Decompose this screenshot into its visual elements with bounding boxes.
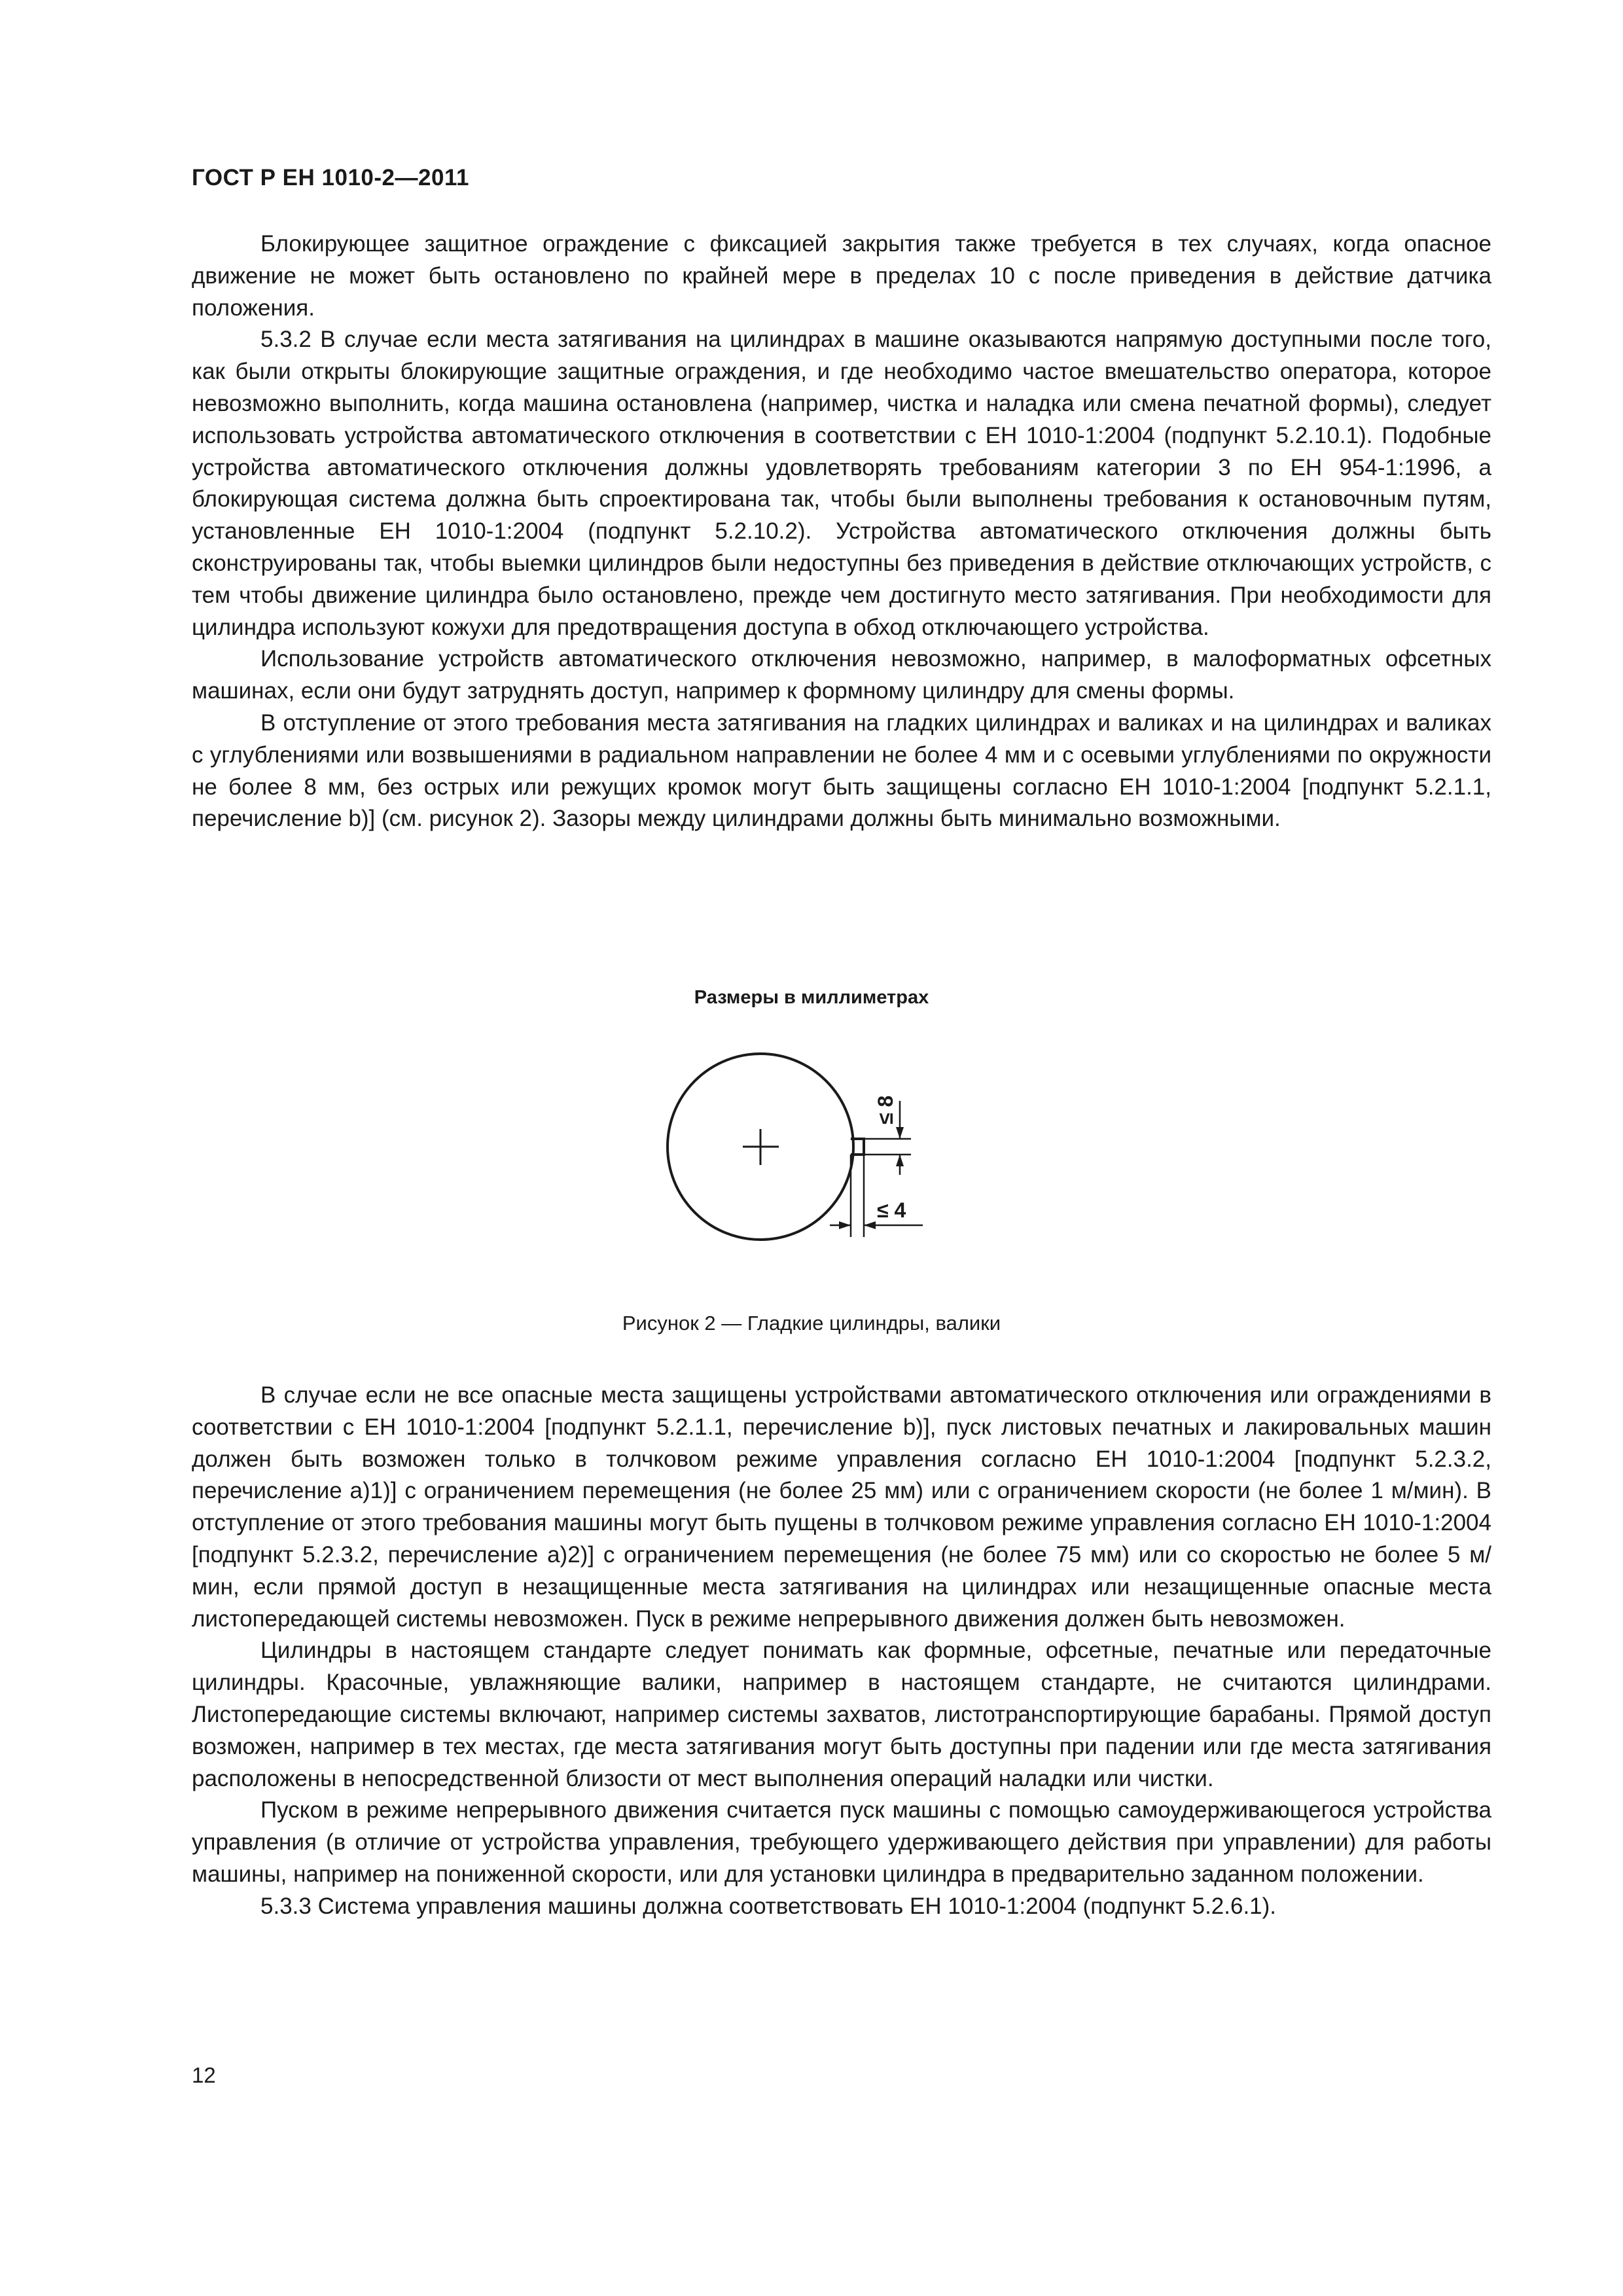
paragraph: 5.3.3 Система управления машины должна соответствовать ЕН 1010-1:2004 (подпункт 5.2.6.1). [260, 1893, 1277, 1919]
dim-vertical-label: ≤ 8 [874, 1095, 897, 1124]
paragraph: 5.3.2 В случае если места затягивания на цилиндрах в машине оказываются напрямую доступными после того, как были открыты блокирующие защитные ограждения, и где необходимо частое вмешательство оператора, которое невозможно выполнить, когда машина остановлена (например, чистка и наладка или смена печатной формы), следует использовать устройства автоматического отключения в соответствии с ЕН 1010-1:2004 (подпункт 5.2.10.1). Подобные устройства автоматического отключения должны удовлетворять требованиям категории 3 по ЕН 954-1:1996, а блокирующая система должна быть спроектирована так, чтобы были выполнены требования к остановочным путям, установленные ЕН 1010-1:2004 (подпункт 5.2.10.2). Устройства автоматического отключения должны быть сконструированы так, чтобы выемки цилиндров были недоступны без приведения в действие отключающих устройств, с тем чтобы движение цилиндра было остановлено, прежде чем достигнуто место затягивания. При необходимости для цилиндра используют кожухи для предотвращения доступа в обход отключающего устройства. [192, 327, 1491, 640]
paragraph: В случае если не все опасные места защищены устройствами автоматического отключения или ограждениями в соответствии с ЕН 1010-1:2004 [подпункт 5.2.1.1, перечисление b)], пуск листовых печатных и лакировальных машин должен быть возможен только в толчковом режиме управления согласно ЕН 1010-1:2004 [подпункт 5.2.3.2, перечисление a)1)] с ограничением перемещения (не более 25 мм) или с ограничением скорости (не более 1 м/мин). В отступление от этого требования машины могут быть пущены в толчковом режиме управления согласно ЕН 1010-1:2004 [подпункт 5.2.3.2, перечисление a)2)] с ограничением перемещения (не более 75 мм) или со скоростью не более 5 м/мин, если прямой доступ в незащищенные места затягивания на цилиндрах или незащищенные опасные места листопередающей системы невозможен. Пуск в режиме непрерывного движения должен быть невозможен. [192, 1382, 1491, 1632]
body-text-bottom [192, 1380, 1491, 1923]
document-header: ГОСТ Р ЕН 1010-2—2011 [192, 165, 469, 190]
body-text-top [192, 228, 1491, 835]
paragraph: Пуском в режиме непрерывного движения считается пуск машины с помощью самоудерживающегося устройства управления (в отличие от устройства управления, требующего удерживающего действия при управлении) для работы машины, например на пониженной скорости, или для установки цилиндра в предварительно заданном положении. [192, 1797, 1491, 1887]
paragraph: Использование устройств автоматического отключения невозможно, например, в малоформатных офсетных машинах, если они будут затруднять доступ, например к формному цилиндру для смены формы. [192, 646, 1491, 704]
page-number: 12 [192, 2063, 216, 2087]
paragraph: Цилиндры в настоящем стандарте следует понимать как формные, офсетные, печатные или передаточные цилиндры. Красочные, увлажняющие валики, например в настоящем стандарте, не считаются цилиндрами. Листопередающие системы включают, например системы захватов, листотранспортирующие барабаны. Прямой доступ возможен, например в тех местах, где места затягивания могут быть доступны при падении или где места затягивания расположены в непосредственной близости от мест выполнения операций наладки или чистки. [192, 1638, 1491, 1791]
paragraph: Блокирующее защитное ограждение с фиксацией закрытия также требуется в тех случаях, когда опасное движение не может быть остановлено по крайней мере в пределах 10 с после приведения в действие датчика положения. [192, 231, 1491, 321]
paragraph: В отступление от этого требования места затягивания на гладких цилиндрах и валиках и на цилиндрах и валиках с углублениями или возвышениями в радиальном направлении не более 4 мм и с осевыми углублениями по окружности не более 8 мм, без острых или режущих кромок могут быть защищены согласно ЕН 1010-1:2004 [подпункт 5.2.1.1, перечисление b)] (см. рисунок 2). Зазоры между цилиндрами должны быть минимально возможными. [192, 709, 1491, 832]
dim-horizontal-label: ≤ 4 [877, 1198, 906, 1222]
figure-units-caption: Размеры в миллиметрах [694, 987, 929, 1008]
figure-title: Рисунок 2 — Гладкие цилиндры, валики [622, 1312, 1001, 1335]
figure-2-diagram [654, 1041, 955, 1276]
